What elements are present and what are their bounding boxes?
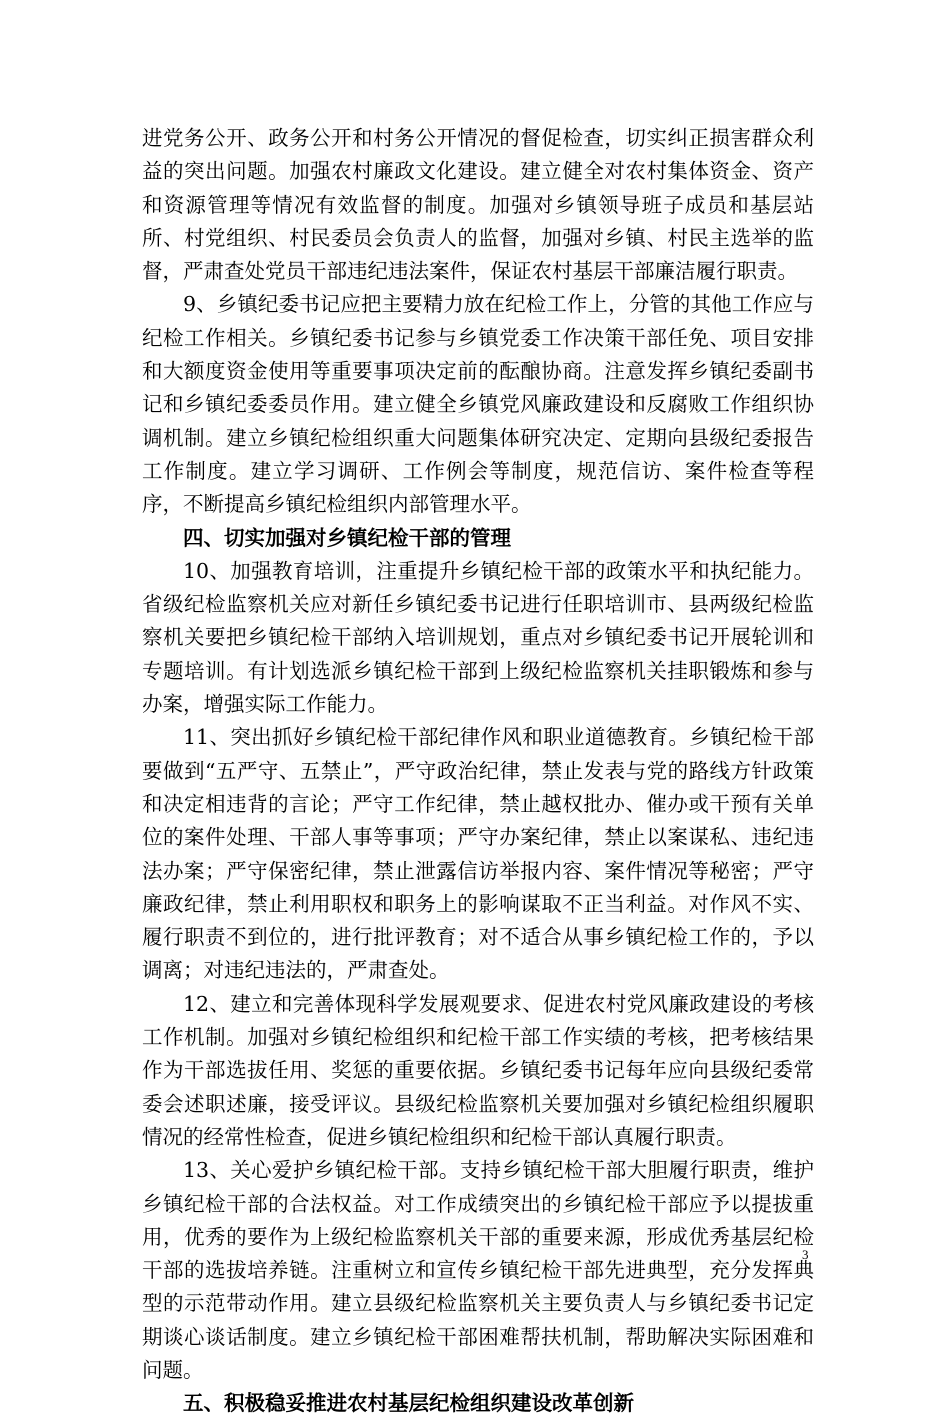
paragraph-item-9: 9、乡镇纪委书记应把主要精力放在纪检工作上，分管的其他工作应与纪检工作相关。乡镇纪委书记参与乡镇党委工作决策干部任免、项目安排和大额度资金使用等重要事项决定前的酝酿协商。注意发挥乡镇纪委副书记和乡镇纪委委员作用。建立健全乡镇党风廉政建设和反腐败工作组织协调机制。建立乡镇纪检组织重大问题集体研究决定、定期向县级纪委报告工作制度。建立学习调研、工作例会等制度，规范信访、案件检查等程序，不断提高乡镇纪检组织内部管理水平。	[142, 292, 814, 517]
paragraph-oversight-continuation: 进党务公开、政务公开和村务公开情况的督促检查，切实纠正损害群众利益的突出问题。加强农村廉政文化建设。建立健全对农村集体资金、资产和资源管理等情况有效监督的制度。加强对乡镇领导班子成员和基层站所、村党组织、村民委员会负责人的监督，加强对乡镇、村民主选举的监督，严肃查处党员干部违纪违法案件，保证农村基层干部廉洁履行职责。	[142, 126, 814, 284]
paragraph-item-12: 12、建立和完善体现科学发展观要求、促进农村党风廉政建设的考核工作机制。加强对乡镇纪检组织和纪检干部工作实绩的考核，把考核结果作为干部选拔任用、奖惩的重要依据。乡镇纪委书记每年应向县级纪委常委会述职述廉，接受评议。县级纪检监察机关要加强对乡镇纪检组织履职情况的经常性检查，促进乡镇纪检组织和纪检干部认真履行职责。	[142, 991, 814, 1149]
page-number: 3	[802, 1247, 809, 1262]
section-heading-4: 四、切实加强对乡镇纪检干部的管理	[183, 525, 511, 550]
paragraph-item-11: 11、突出抓好乡镇纪检干部纪律作风和职业道德教育。乡镇纪检干部要做到“五严守、五禁止”，严守政治纪律，禁止发表与党的路线方针政策和决定相违背的言论；严守工作纪律，禁止越权批办、催办或干预有关单位的案件处理、干部人事等事项；严守办案纪律，禁止以案谋私、违纪违法办案；严守保密纪律，禁止泄露信访举报内容、案件情况等秘密；严守廉政纪律，禁止利用职权和职务上的影响谋取不正当利益。对作风不实、履行职责不到位的，进行批评教育；对不适合从事乡镇纪检工作的，予以调离；对违纪违法的，严肃查处。	[142, 725, 814, 983]
paragraph-item-13: 13、关心爱护乡镇纪检干部。支持乡镇纪检干部大胆履行职责，维护乡镇纪检干部的合法权益。对工作成绩突出的乡镇纪检干部应予以提拔重用，优秀的要作为上级纪检监察机关干部的重要来源，形成优秀基层纪检干部的选拔培养链。注重树立和宣传乡镇纪检干部先进典型，充分发挥典型的示范带动作用。建立县级纪检监察机关主要负责人与乡镇纪委书记定期谈心谈话制度。建立乡镇纪检干部困难帮扶机制，帮助解决实际困难和问题。	[142, 1158, 814, 1382]
section-heading-5: 五、积极稳妥推进农村基层纪检组织建设改革创新	[183, 1391, 634, 1416]
document-body	[142, 122, 814, 1421]
paragraph-item-10: 10、加强教育培训，注重提升乡镇纪检干部的政策水平和执纪能力。省级纪检监察机关应对新任乡镇纪委书记进行任职培训市、县两级纪检监察机关要把乡镇纪检干部纳入培训规划，重点对乡镇纪委书记开展轮训和专题培训。有计划选派乡镇纪检干部到上级纪检监察机关挂职锻炼和参与办案，增强实际工作能力。	[142, 558, 814, 717]
